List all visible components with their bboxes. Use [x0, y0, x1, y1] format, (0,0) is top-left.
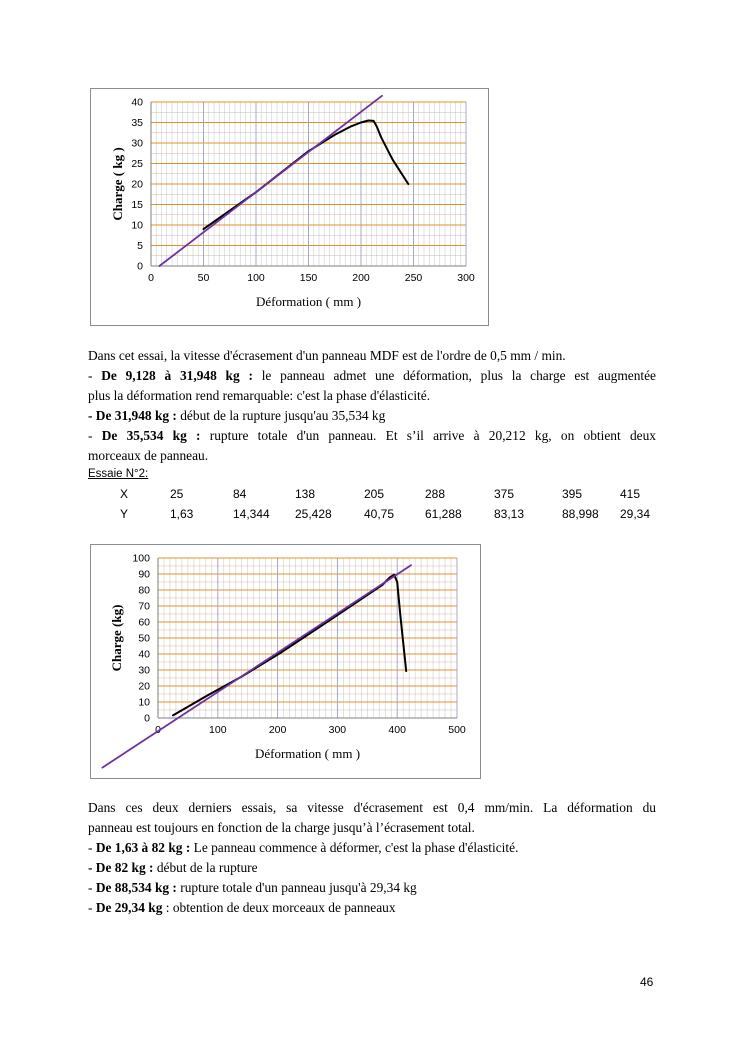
- chart-1-svg: [91, 89, 488, 325]
- paragraph-phase-elasticite-1b: plus la déformation rend remarquable: c'est la phase d'élasticité.: [88, 388, 431, 403]
- essai-1-description: [88, 346, 656, 466]
- table-cell: 288: [425, 487, 446, 501]
- table-cell: 25,428: [295, 507, 332, 521]
- table-cell: 415: [620, 487, 641, 501]
- table-row-label: Y: [120, 507, 129, 521]
- essai-2-description: [88, 798, 656, 918]
- essai-2-heading: Essaie N°2:: [88, 468, 149, 480]
- table-cell: 1,63: [170, 507, 194, 521]
- y-tick-label: 0: [144, 712, 150, 725]
- y-tick-label: 15: [131, 199, 143, 211]
- table-cell: 375: [494, 487, 515, 501]
- table-cell: 205: [364, 487, 385, 501]
- paragraph-debut-rupture-2: - De 82 kg : début de la rupture: [88, 860, 258, 875]
- x-tick-label: 500: [448, 724, 466, 736]
- x-tick-label: 100: [247, 272, 265, 284]
- table-cell: 83,13: [494, 507, 525, 521]
- table-row-y: [120, 504, 660, 524]
- table-cell: 84: [233, 487, 247, 501]
- y-axis-title: Charge (kg): [109, 604, 124, 672]
- table-row-label: X: [120, 487, 129, 501]
- paragraph-phase-elasticite-1a: - De 9,128 à 31,948 kg : le panneau admet une déformation, plus la charge est augmentée: [88, 368, 657, 383]
- x-tick-label: 150: [299, 272, 318, 284]
- x-tick-label: 300: [328, 724, 347, 736]
- paragraph-vitesse-2b: panneau est toujours en fonction de la charge jusqu’à l’écrasement total.: [88, 820, 475, 835]
- data-table-essai-2: [120, 484, 660, 524]
- x-tick-label: 50: [197, 272, 210, 284]
- paragraph-vitesse-1: Dans cet essai, la vitesse d'écrasement d'un panneau MDF est de l'ordre de 0,5 mm / min.: [88, 348, 566, 363]
- table-row-x: [120, 484, 660, 504]
- chart-2-svg: [91, 545, 480, 778]
- y-axis-title: Charge ( kg ): [110, 147, 125, 221]
- page-number: 46: [640, 975, 654, 989]
- x-tick-label: 200: [268, 724, 287, 736]
- table-cell: 88,998: [562, 507, 599, 521]
- chart-2: [90, 544, 481, 779]
- x-tick-label: 400: [388, 724, 406, 736]
- paragraph-rupture-totale-1a: - De 35,534 kg : rupture totale d'un panneau. Et s’il arrive à 20,212 kg, on obtient deux: [88, 428, 656, 443]
- y-tick-label: 80: [138, 584, 150, 597]
- x-tick-label: 0: [155, 724, 161, 736]
- y-tick-label: 0: [137, 260, 143, 273]
- x-axis-title: Déformation ( mm ): [255, 294, 362, 309]
- y-tick-label: 30: [131, 137, 143, 150]
- x-tick-label: 300: [457, 272, 475, 284]
- chart1-series-group: [159, 96, 408, 266]
- table-cell: 14,344: [233, 507, 270, 521]
- paragraph-debut-rupture-1: - De 31,948 kg : début de la rupture jusqu'au 35,534 kg: [88, 408, 386, 423]
- paragraph-morceaux-2: - De 29,34 kg : obtention de deux morceaux de panneaux: [88, 900, 396, 915]
- y-tick-label: 60: [138, 616, 150, 629]
- y-tick-label: 20: [138, 680, 150, 693]
- y-tick-label: 70: [138, 600, 150, 613]
- paragraph-vitesse-2a: Dans ces deux derniers essais, sa vitesse d'écrasement est 0,4 mm/min. La déformation du: [88, 800, 656, 815]
- table-cell: 61,288: [425, 507, 462, 521]
- table-cell: 29,34: [620, 507, 651, 521]
- y-tick-label: 5: [137, 240, 143, 252]
- x-tick-label: 0: [148, 272, 154, 284]
- x-axis-title: Déformation ( mm ): [254, 746, 361, 761]
- x-tick-label: 100: [209, 724, 227, 736]
- table-cell: 138: [295, 487, 316, 501]
- paragraph-rupture-totale-2: - De 88,534 kg : rupture totale d'un panneau jusqu'à 29,34 kg: [88, 880, 417, 895]
- series-line-mesure: [204, 121, 409, 230]
- table-cell: 40,75: [364, 507, 395, 521]
- y-tick-label: 30: [138, 664, 150, 677]
- y-tick-label: 100: [132, 552, 150, 565]
- y-tick-label: 40: [131, 96, 143, 109]
- table-cell: 25: [170, 487, 184, 501]
- y-tick-label: 25: [131, 158, 143, 170]
- x-tick-label: 250: [404, 272, 423, 284]
- y-tick-label: 35: [131, 117, 143, 129]
- y-tick-label: 50: [138, 632, 150, 645]
- y-tick-label: 10: [131, 219, 143, 232]
- paragraph-rupture-totale-1b: morceaux de panneau.: [88, 448, 209, 463]
- y-tick-label: 90: [138, 568, 150, 581]
- table-cell: 395: [562, 487, 583, 501]
- y-tick-label: 10: [138, 696, 150, 709]
- y-tick-label: 40: [138, 648, 150, 661]
- y-tick-label: 20: [131, 178, 143, 191]
- paragraph-phase-elasticite-2: - De 1,63 à 82 kg : Le panneau commence à déformer, c'est la phase d'élasticité.: [88, 840, 519, 855]
- chart-1: [90, 88, 489, 326]
- x-tick-label: 200: [352, 272, 370, 284]
